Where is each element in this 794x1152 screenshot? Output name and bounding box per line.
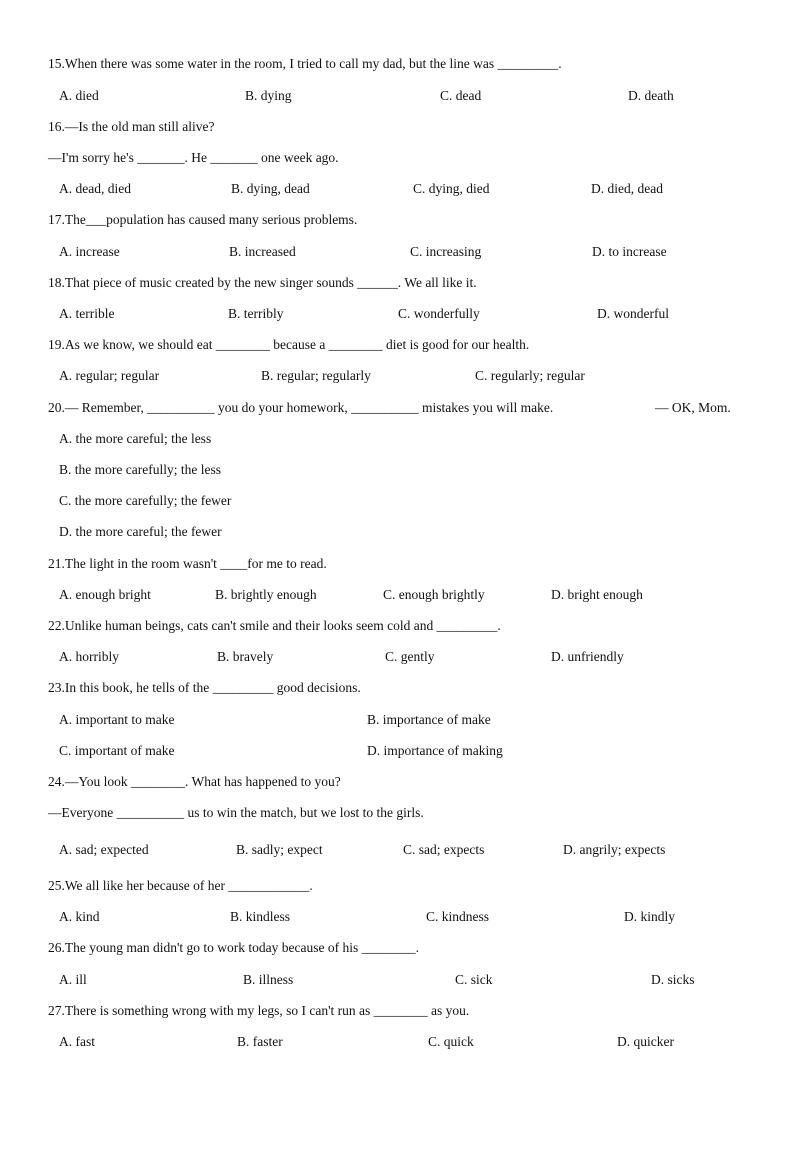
- question-23-options-row-1: [0, 710, 794, 730]
- option-d: D. wonderful: [597, 306, 669, 321]
- option-b: B. dying: [245, 88, 292, 103]
- option-a: A. kind: [59, 909, 100, 924]
- option-c: C. sad; expects: [403, 842, 485, 857]
- question-27-options: [0, 1032, 794, 1052]
- question-20-stem: [0, 398, 794, 418]
- option-d: D. quicker: [617, 1034, 674, 1049]
- option-d: D. to increase: [592, 244, 667, 259]
- question-22-stem: [0, 616, 794, 636]
- question-text: 21.The light in the room wasn't ____for me to read.: [48, 556, 327, 571]
- option-c: C. important of make: [59, 743, 175, 758]
- question-text: 20.— Remember, __________ you do your homework, __________ mistakes you will make.: [48, 400, 554, 415]
- option-a: A. important to make: [59, 712, 175, 727]
- option-c: C. the more carefully; the fewer: [59, 493, 232, 508]
- question-reply: — OK, Mom.: [655, 400, 731, 415]
- question-18-stem: [0, 273, 794, 293]
- question-text: 26.The young man didn't go to work today because of his ________.: [48, 940, 419, 955]
- question-19-options: [0, 366, 794, 386]
- option-b: B. the more carefully; the less: [59, 462, 221, 477]
- option-b: B. increased: [229, 244, 296, 259]
- question-21-options: [0, 585, 794, 605]
- option-c: C. wonderfully: [398, 306, 480, 321]
- question-16-stem-2: [0, 148, 794, 168]
- question-17-stem: [0, 210, 794, 230]
- question-text: 22.Unlike human beings, cats can't smile and their looks seem cold and _________.: [48, 618, 501, 633]
- option-a: A. terrible: [59, 306, 115, 321]
- option-d: D. bright enough: [551, 587, 643, 602]
- question-21-stem: [0, 554, 794, 574]
- question-text: 24.—You look ________. What has happened to you?: [48, 774, 341, 789]
- question-20-option-c: [0, 491, 794, 511]
- option-b: B. dying, dead: [231, 181, 310, 196]
- question-text: —I'm sorry he's _______. He _______ one week ago.: [48, 150, 339, 165]
- option-b: B. faster: [237, 1034, 283, 1049]
- option-d: D. died, dead: [591, 181, 663, 196]
- option-c: C. dead: [440, 88, 482, 103]
- option-c: C. sick: [455, 972, 493, 987]
- option-c: C. enough brightly: [383, 587, 485, 602]
- option-d: D. angrily; expects: [563, 842, 666, 857]
- option-c: C. kindness: [426, 909, 490, 924]
- option-a: A. increase: [59, 244, 120, 259]
- option-d: D. death: [628, 88, 674, 103]
- question-27-stem: [0, 1001, 794, 1021]
- option-c: C. dying, died: [413, 181, 490, 196]
- option-a: A. dead, died: [59, 181, 131, 196]
- question-text: —Everyone __________ us to win the match, but we lost to the girls.: [48, 805, 424, 820]
- question-26-options: [0, 970, 794, 990]
- question-text: 16.—Is the old man still alive?: [48, 119, 215, 134]
- option-a: A. fast: [59, 1034, 95, 1049]
- question-24-stem: [0, 772, 794, 792]
- question-text: 27.There is something wrong with my legs, so I can't run as ________ as you.: [48, 1003, 470, 1018]
- question-23-options-row-2: [0, 741, 794, 761]
- option-d: D. the more careful; the fewer: [59, 524, 222, 539]
- question-text: 25.We all like her because of her ____________.: [48, 878, 313, 893]
- question-20-option-d: [0, 522, 794, 542]
- question-17-options: [0, 242, 794, 262]
- option-a: A. died: [59, 88, 99, 103]
- question-20-option-a: [0, 429, 794, 449]
- option-d: D. kindly: [624, 909, 676, 924]
- option-b: B. terribly: [228, 306, 284, 321]
- option-b: B. importance of make: [367, 712, 491, 727]
- option-c: C. regularly; regular: [475, 368, 585, 383]
- option-a: A. regular; regular: [59, 368, 160, 383]
- question-24-options: [0, 840, 794, 860]
- question-text: 19.As we know, we should eat ________ because a ________ diet is good for our health.: [48, 337, 530, 352]
- option-c: C. quick: [428, 1034, 474, 1049]
- option-d: D. importance of making: [367, 743, 503, 758]
- question-23-stem: [0, 678, 794, 698]
- option-a: A. enough bright: [59, 587, 151, 602]
- question-18-options: [0, 304, 794, 324]
- option-d: D. sicks: [651, 972, 695, 987]
- question-20-option-b: [0, 460, 794, 480]
- question-16-options: [0, 179, 794, 199]
- question-19-stem: [0, 335, 794, 355]
- option-a: A. sad; expected: [59, 842, 149, 857]
- option-c: C. increasing: [410, 244, 482, 259]
- option-b: B. illness: [243, 972, 294, 987]
- option-a: A. ill: [59, 972, 87, 987]
- question-text: 18.That piece of music created by the new singer sounds ______. We all like it.: [48, 275, 477, 290]
- option-b: B. brightly enough: [215, 587, 317, 602]
- option-a: A. horribly: [59, 649, 119, 664]
- option-b: B. kindless: [230, 909, 291, 924]
- option-d: D. unfriendly: [551, 649, 624, 664]
- option-c: C. gently: [385, 649, 435, 664]
- option-b: B. sadly; expect: [236, 842, 323, 857]
- question-16-stem: [0, 117, 794, 137]
- question-22-options: [0, 647, 794, 667]
- question-15-stem: [0, 54, 794, 74]
- question-25-options: [0, 907, 794, 927]
- option-b: B. regular; regularly: [261, 368, 371, 383]
- question-25-stem: [0, 876, 794, 896]
- question-text: 17.The___population has caused many serious problems.: [48, 212, 358, 227]
- question-15-options: [0, 86, 794, 106]
- option-b: B. bravely: [217, 649, 274, 664]
- question-text: 23.In this book, he tells of the _________ good decisions.: [48, 680, 361, 695]
- question-24-stem-2: [0, 803, 794, 823]
- option-a: A. the more careful; the less: [59, 431, 212, 446]
- question-26-stem: [0, 938, 794, 958]
- question-text: 15.When there was some water in the room, I tried to call my dad, but the line was _________.: [48, 56, 562, 71]
